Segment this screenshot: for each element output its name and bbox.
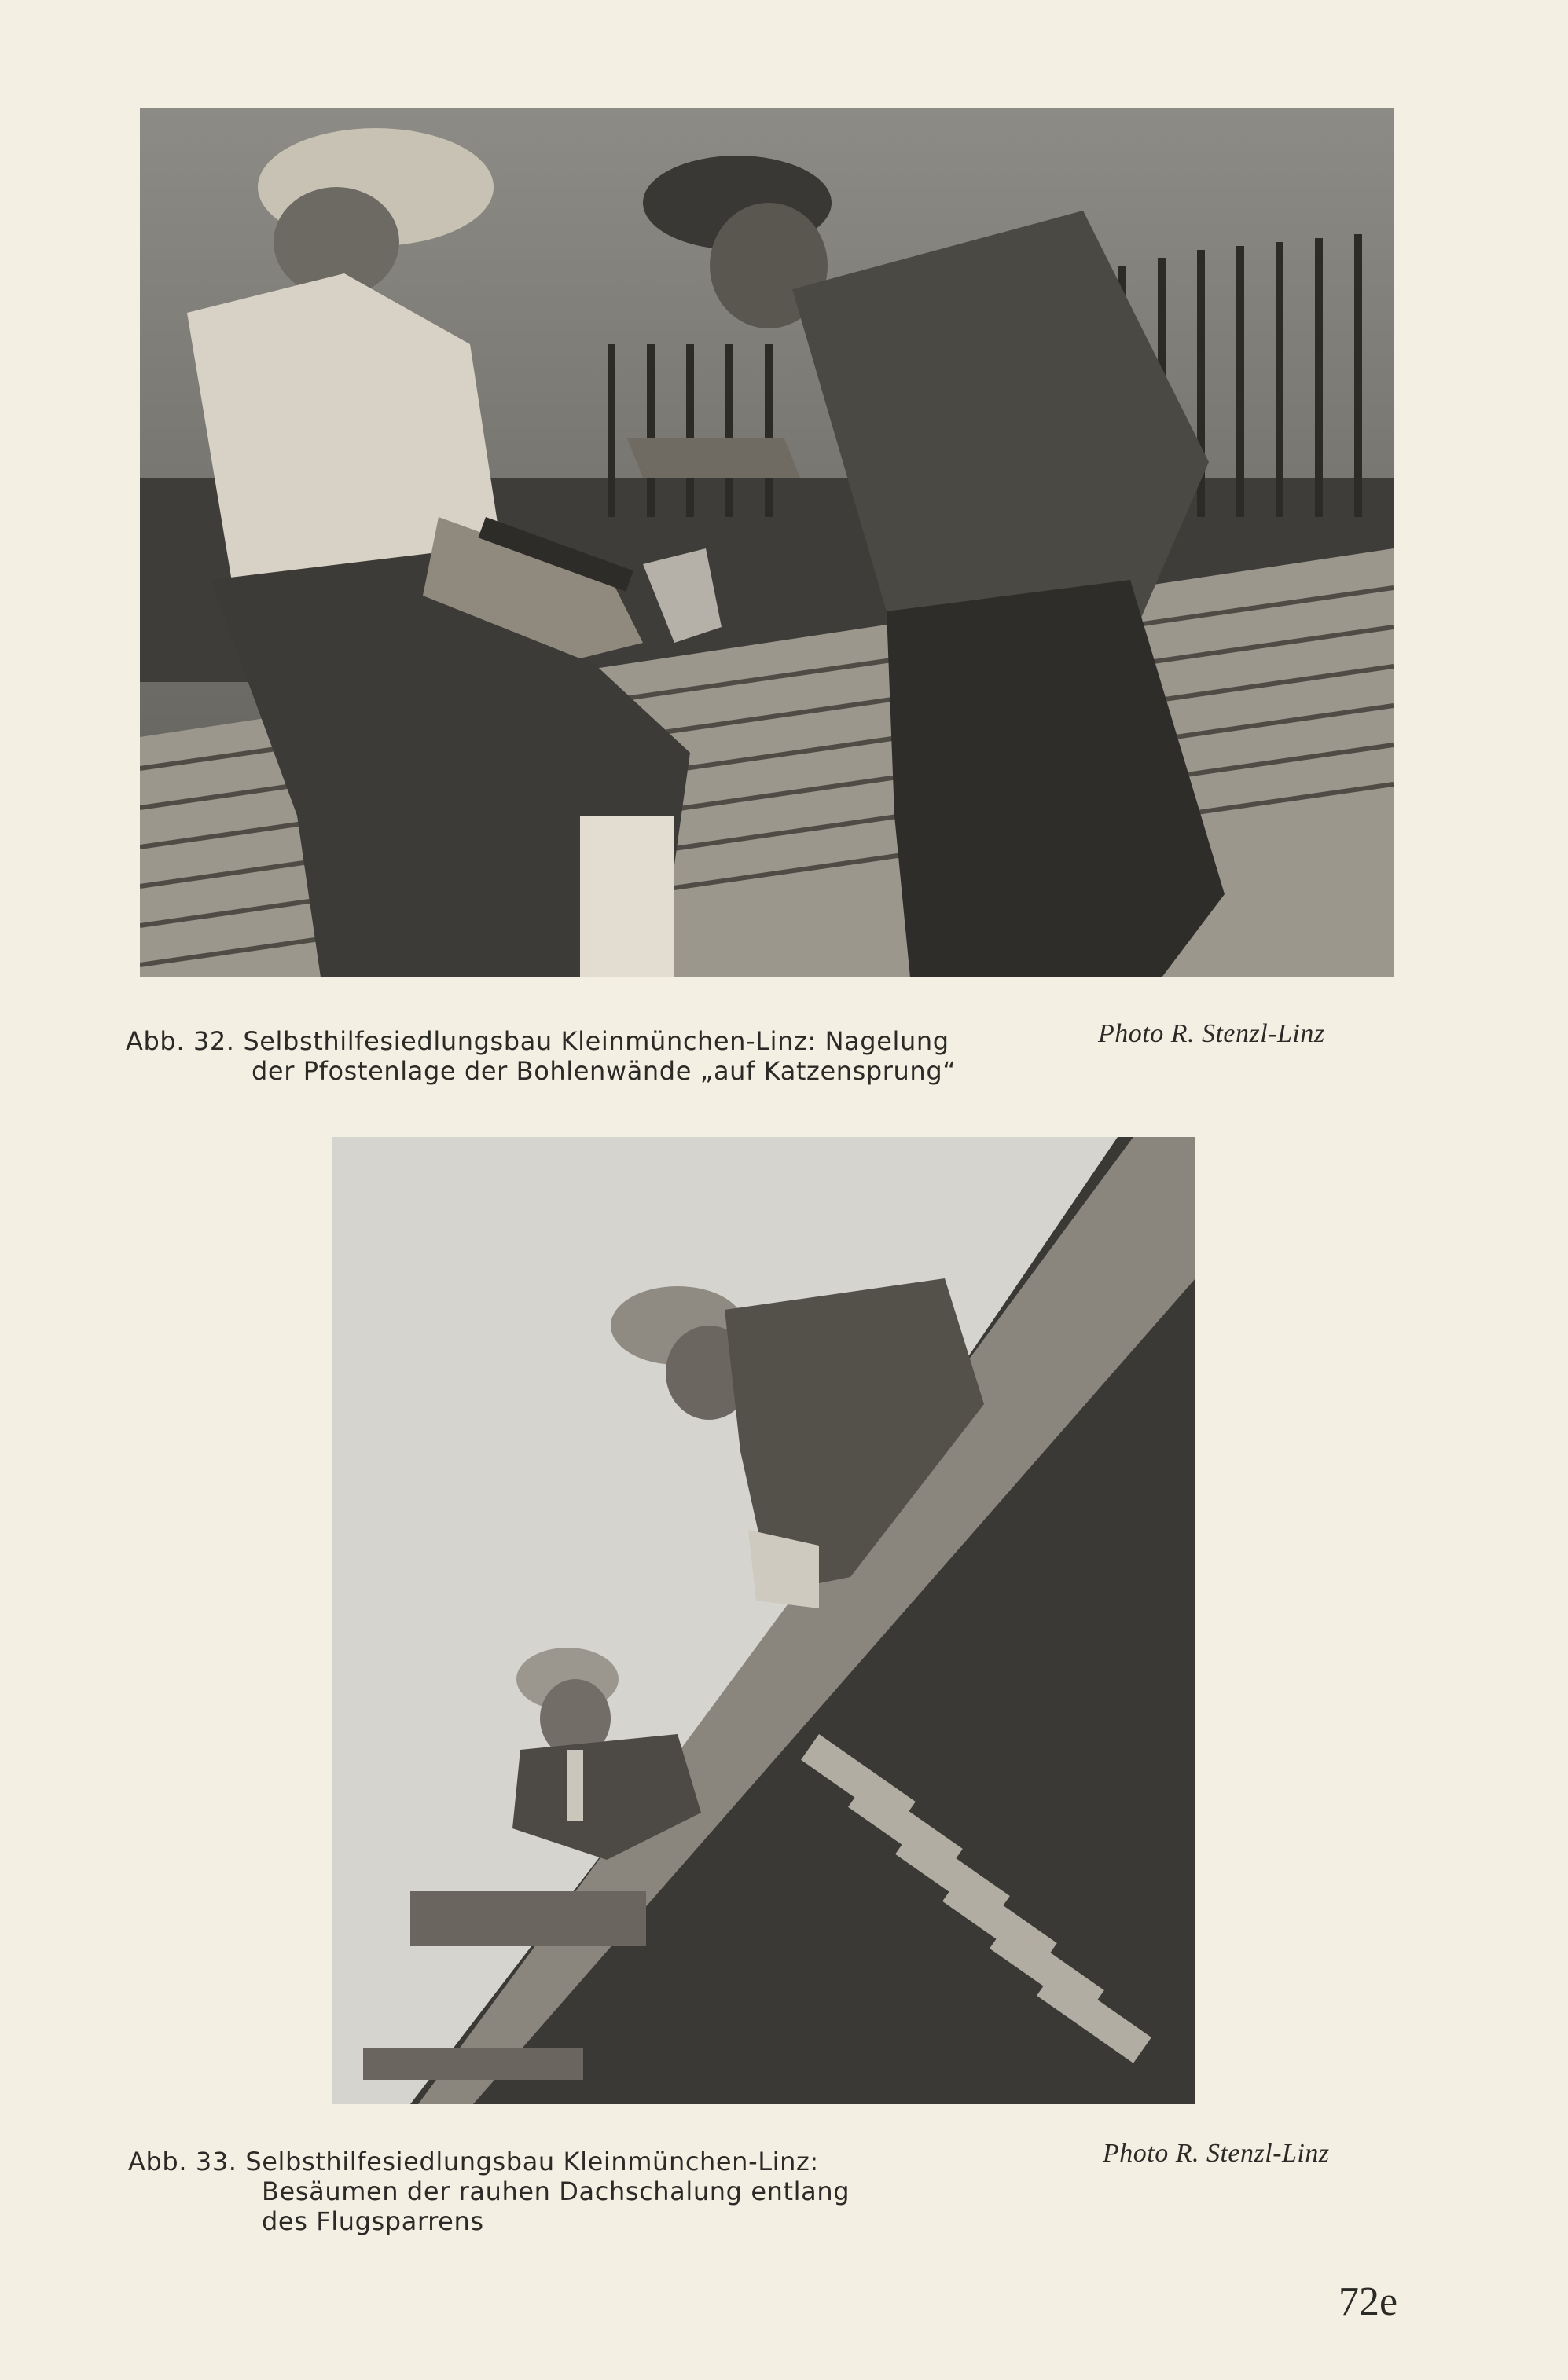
figure-32-caption-line1: Selbsthilfesiedlungsbau Kleinmünchen-Linz: Nagelung [243, 1026, 949, 1056]
figure-32-photo-credit: Photo R. Stenzl-Linz [1098, 1019, 1325, 1048]
photo-workers-nailing-plank-wall [140, 108, 1394, 977]
figure-32-caption [126, 1026, 1069, 1086]
figure-33-photo-credit: Photo R. Stenzl-Linz [1103, 2139, 1330, 2168]
figure-33-caption-line2: Besäumen der rauhen Dachschalung entlang [262, 2176, 850, 2206]
figure-32-number: Abb. 32. [126, 1026, 235, 1056]
photo-workers-trimming-roof-boarding [332, 1137, 1195, 2104]
figure-33-caption [128, 2147, 993, 2236]
figure-33-caption-line1: Selbsthilfesiedlungsbau Kleinmünchen-Linz: [245, 2147, 819, 2176]
page-number: 72e [1338, 2279, 1398, 2324]
figure-33-number: Abb. 33. [128, 2147, 237, 2176]
figure-33-caption-line3: des Flugsparrens [262, 2206, 484, 2236]
figure-32-caption-line2: der Pfostenlage der Bohlenwände „auf Katzensprung“ [252, 1056, 957, 1086]
